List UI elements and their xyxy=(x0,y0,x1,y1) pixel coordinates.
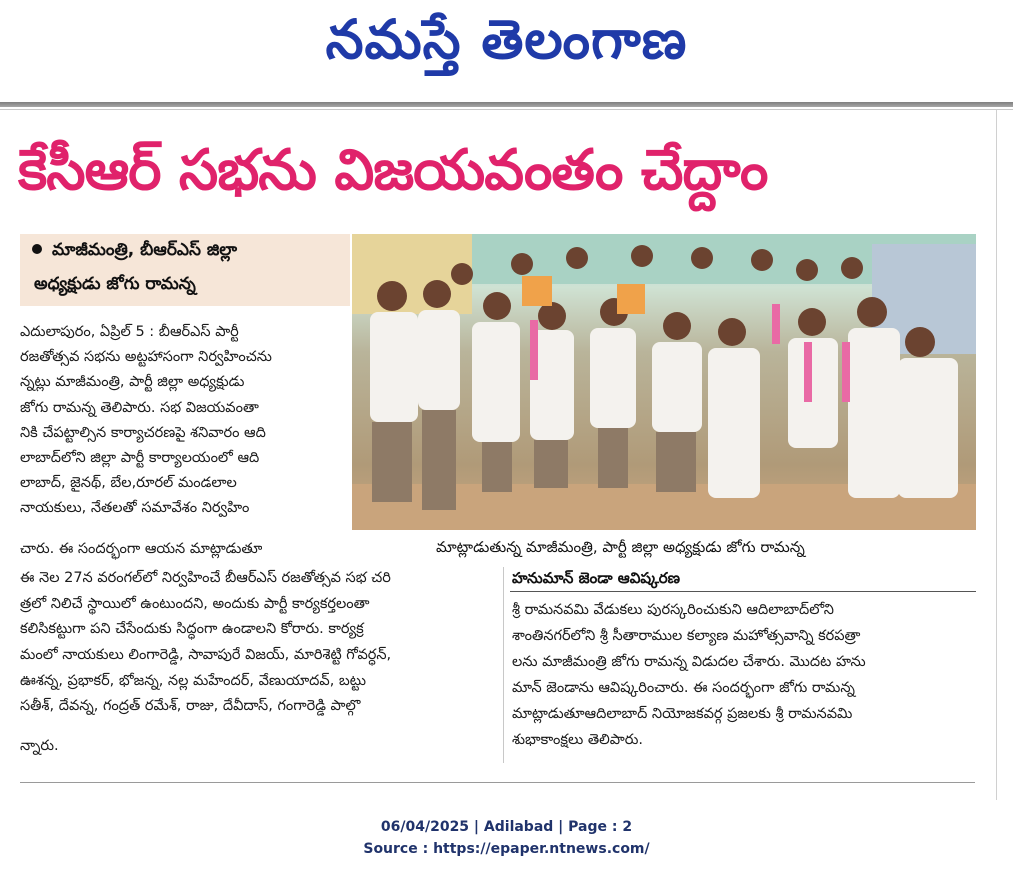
body-line: రజతోత్సవ సభను అట్టహాసంగా నిర్వహించను xyxy=(20,349,272,365)
body-line: జోగు రామన్న తెలిపారు. సభ విజయవంతా xyxy=(20,400,259,416)
masthead-logo: నమస్తే తెలంగాణ xyxy=(325,7,688,71)
body-line: ఊశన్న, ప్రభాకర్, భోజన్న, నల్ల మహేందర్, వేణుయాదవ్, బట్టు xyxy=(20,673,367,689)
subhead-line-1: మాజీమంత్రి, బీఆర్ఎస్ జిల్లా xyxy=(52,240,238,260)
body-line: త్రలో నిలిచే స్థాయిలో ఉంటుందని, అందుకు పార్టీ కార్యకర్తలంతా xyxy=(20,596,370,612)
body-line: సతీశ్, దేవన్న, గంద్రత్ రమేశ్, రాజు, దేవీదాస్, గంగారెడ్డి పాల్గొ xyxy=(20,698,361,714)
masthead-thin-rule xyxy=(0,109,1013,110)
side-story-line: శాంతినగర్‌లోని శ్రీ సీతారాముల కల్యాణ మహోత్సవాన్ని కరపత్రా xyxy=(512,628,861,644)
side-story-line: లను మాజీమంత్రి జోగు రామన్న విడుదల చేశారు. మొదట హను xyxy=(512,654,866,670)
footer-source-link[interactable]: Source : https://epaper.ntnews.com/ xyxy=(363,841,650,857)
body-line: ఈ నెల 27న వరంగల్‌లో నిర్వహించే బీఆర్ఎస్ రజతోత్సవ సభ చరి xyxy=(20,570,391,586)
headline: కేసీఆర్ సభను విజయవంతం చేద్దాం xyxy=(18,138,768,203)
body-line: న్నారు. xyxy=(20,738,59,754)
photo-caption: మాట్లాడుతున్న మాజీమంత్రి, పార్టీ జిల్లా అధ్యక్షుడు జోగు రామన్న xyxy=(436,538,805,556)
masthead-rule xyxy=(0,102,1013,107)
body-line: ఎదులాపురం, ఏప్రిల్ 5 : బీఆర్ఎస్ పార్టీ xyxy=(20,324,239,340)
bullet-icon xyxy=(32,244,42,254)
subhead-line-2: అధ్యక్షుడు జోగు రామన్న xyxy=(34,274,196,294)
side-story-line: మాన్ జెండాను ఆవిష్కరించారు. ఈ సందర్భంగా జోగు రామన్న xyxy=(512,680,855,696)
side-story-rule xyxy=(510,591,976,592)
body-line: లాబాద్, జైనథ్, బేల,రూరల్ మండలాల xyxy=(20,475,237,491)
body-line: న్నట్లు మాజీమంత్రి, పార్టీ జిల్లా అధ్యక్షుడు xyxy=(20,374,245,390)
bottom-rule xyxy=(20,782,975,783)
news-photo xyxy=(352,234,976,530)
body-line: లాబాద్‌లోని జిల్లా పార్టీ కార్యాలయంలో ఆది xyxy=(20,450,260,466)
body-line: కలిసికట్టుగా పని చేసేందుకు సిద్ధంగా ఉండాలని కోరారు. కార్యక్ర xyxy=(20,621,364,637)
side-story-line: శుభాకాంక్షలు తెలిపారు. xyxy=(512,732,643,748)
body-line: చారు. ఈ సందర్భంగా ఆయన మాట్లాడుతూ xyxy=(20,541,263,557)
side-story-heading: హనుమాన్ జెండా ఆవిష్కరణ xyxy=(512,569,680,587)
body-line: నాయకులు, నేతలతో సమావేశం నిర్వహిం xyxy=(20,500,250,516)
side-story-line: మాట్లాడుతూఆదిలాబాద్ నియోజకవర్గ ప్రజలకు శ్రీ రామనవమి xyxy=(512,706,853,722)
right-edge-rule xyxy=(996,110,997,800)
body-line: నికి చేపట్టాల్సిన కార్యాచరణపై శనివారం ఆది xyxy=(20,425,266,441)
side-story-line: శ్రీ రామనవమి వేడుకలు పురస్కరించుకుని ఆదిలాబాద్‌లోని xyxy=(512,602,834,618)
body-line: మంలో నాయకులు లింగారెడ్డి, సావాపురే విజయ్, మారిశెట్టి గోవర్ధన్, xyxy=(20,647,392,663)
footer-date-edition: 06/04/2025 | Adilabad | Page : 2 xyxy=(380,819,633,835)
column-divider xyxy=(503,567,504,763)
photo-illustration xyxy=(352,234,976,530)
